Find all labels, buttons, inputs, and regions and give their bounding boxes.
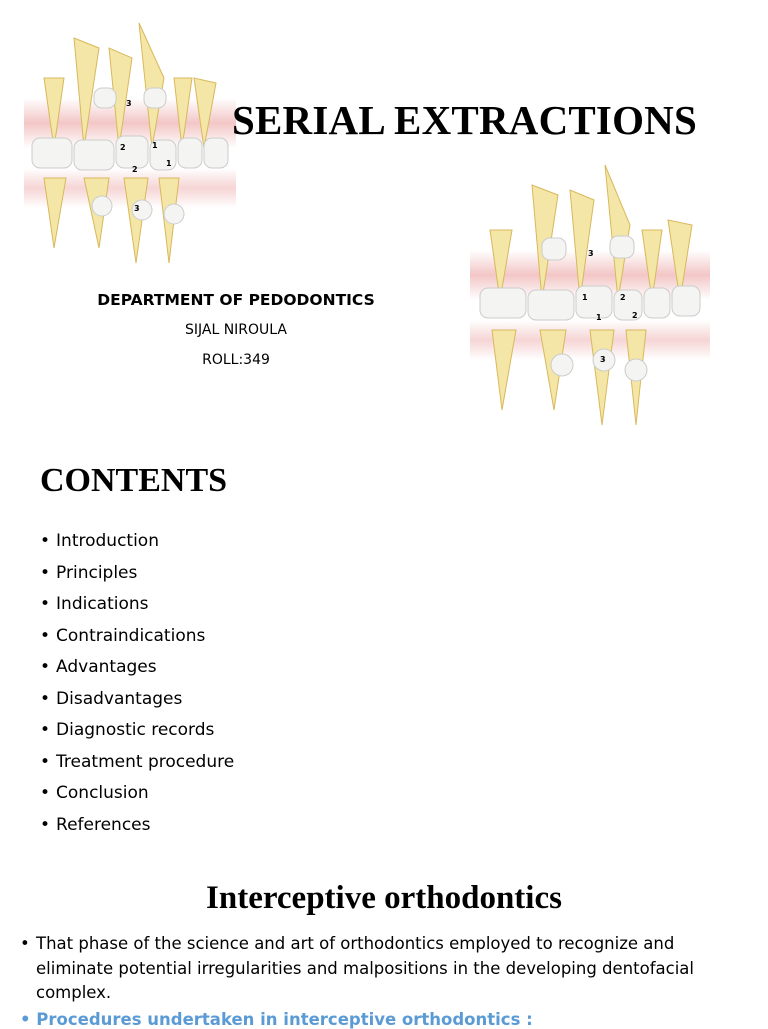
contents-list [40,526,234,841]
tooth-illustration-right [470,160,710,432]
tooth-label: 2 [620,293,626,302]
tooth-label: 1 [582,293,588,302]
contents-heading: CONTENTS [40,462,228,499]
tooth-label: 3 [126,99,132,108]
contents-slide [0,440,768,860]
list-item: • Advantages [40,652,234,684]
definition-text: • That phase of the science and art of orthodontics employed to recognize and eliminate potential irregularities and malpositions in the developing dentofacial complex. [20,932,736,1006]
list-item: • Contraindications [40,621,234,653]
tooth-label: 3 [588,249,594,258]
tooth-label: 3 [600,355,606,364]
tooth-label: 2 [120,143,126,152]
list-item: • Introduction [40,526,234,558]
tooth-label: 1 [166,159,172,168]
author-name: SIJAL NIROULA [184,322,288,338]
tooth-label: 2 [632,311,638,320]
slide-title: SERIAL EXTRACTIONS [232,97,697,143]
tooth-label: 2 [132,165,138,174]
tooth-label: 1 [596,313,602,322]
list-item: • Diagnostic records [40,715,234,747]
tooth-illustration-left [24,18,236,270]
list-item: • Conclusion [40,778,234,810]
list-item: • References [40,810,234,842]
department-name: DEPARTMENT OF PEDODONTICS [97,291,375,309]
roll-number: ROLL:349 [202,352,270,368]
list-item: • Principles [40,558,234,590]
interceptive-slide [0,860,768,1029]
list-item: • Treatment procedure [40,747,234,779]
title-slide [0,0,768,440]
list-item: • Indications [40,589,234,621]
tooth-label: 1 [152,141,158,150]
list-item: • Disadvantages [40,684,234,716]
slide-heading: Interceptive orthodontics [206,880,562,916]
procedures-heading: • Procedures undertaken in interceptive orthodontics : [20,1010,720,1029]
tooth-label: 3 [134,204,140,213]
